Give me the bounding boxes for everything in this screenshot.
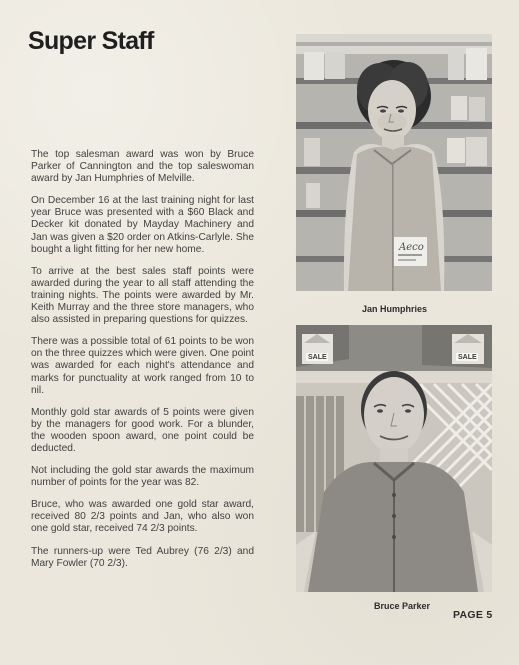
svg-text:Aeco: Aeco — [399, 242, 424, 253]
article-paragraph-8: The runners-up were Ted Aubrey (76 2/3) and Mary Fowler (70 2/3). — [31, 545, 254, 569]
page-title: Super Staff — [28, 27, 154, 55]
article-paragraph-3: To arrive at the best sales staff points were awarded during the year to all staff attending the training nights. The points were awarded by Mr. Keith Murray and the three store managers, who also assisted in preparing questions for quizzes. — [31, 265, 254, 326]
svg-text:SALE: SALE — [458, 354, 477, 361]
article-paragraph-2: On December 16 at the last training night for last year Bruce was presented with a $60 Black and Decker kit donated by Mayday Machinery and Jan was given a $20 order on Atkins-Carlyle. She bought a light fitting for her new home. — [31, 195, 254, 255]
article-paragraph-4: There was a possible total of 61 points to be won on the three quizzes which were given. One point was awarded for each night's attendance and marks for punctuality at work ranged from 10 to nil. — [31, 336, 254, 396]
svg-text:SALE: SALE — [308, 354, 327, 361]
article-paragraph-5: Monthly gold star awards of 5 points were given by the managers for good work. For a blunder, the wooden spoon award, one point could be deducted. — [31, 406, 254, 454]
article-body — [31, 149, 254, 580]
article-paragraph-7: Bruce, who was awarded one gold star award, received 80 2/3 points and Jan, who also won one gold star, received 74 2/3 points. — [31, 499, 254, 535]
portrait-photo-bruce — [296, 325, 492, 592]
photo-caption-jan: Jan Humphries — [362, 304, 428, 314]
portrait-photo-jan — [296, 34, 492, 291]
page-number: PAGE 5 — [453, 609, 493, 621]
article-paragraph-1: The top salesman award was won by Bruce Parker of Cannington and the top saleswoman award by Jan Humphries of Melville. — [31, 149, 254, 185]
photo-caption-bruce: Bruce Parker — [374, 601, 431, 611]
article-paragraph-6: Not including the gold star awards the maximum number of points for the year was 82. — [31, 465, 254, 489]
